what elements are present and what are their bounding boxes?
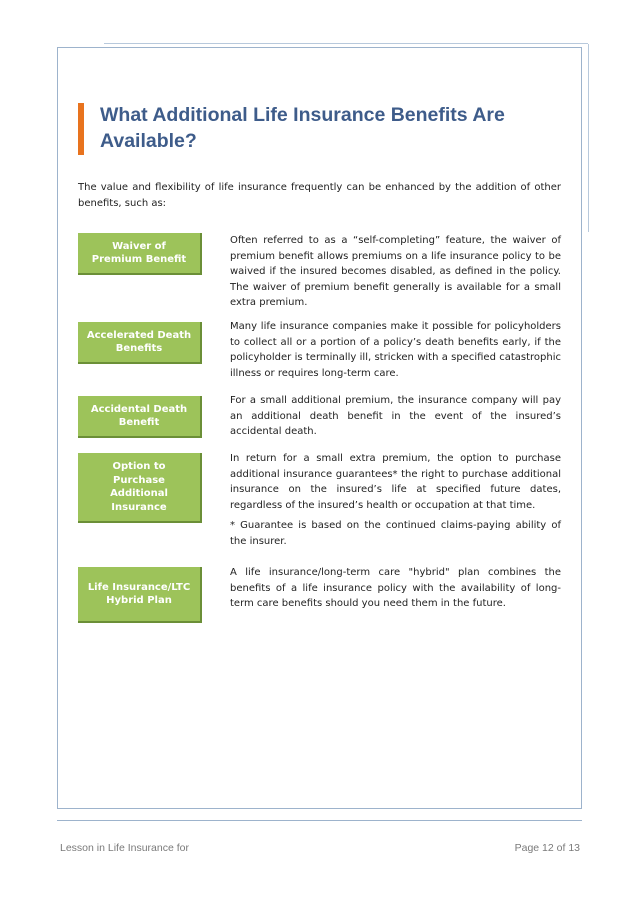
- benefit-description-waiver-of-premium: Often referred to as a “self-completing” feature, the waiver of premium benefit allows premiums on a life insurance policy to be waived if the insured becomes disabled, as defined in the policy. The waiver of premium benefit generally is available for a small extra premium.: [230, 235, 561, 309]
- benefit-button-accidental-death[interactable]: [78, 396, 202, 438]
- benefit-description-ltc-hybrid: A life insurance/long-term care "hybrid" plan combines the benefits of a life insurance policy with the availability of long-term care benefits should you need them in the future.: [230, 567, 561, 610]
- benefit-button-label: Accelerated Death Benefits: [86, 329, 192, 354]
- intro-text: The value and flexibility of life insurance frequently can be enhanced by the addition of other benefits, such as:: [78, 182, 561, 209]
- benefit-button-ltc-hybrid[interactable]: [78, 567, 202, 623]
- footer-page-number: Page 12 of 13: [514, 842, 580, 854]
- footer-rule: [57, 820, 582, 821]
- benefit-button-label: Accidental Death Benefit: [90, 403, 188, 428]
- benefit-description-accelerated-death: Many life insurance companies make it possible for policyholders to collect all or a portion of a policy’s death benefits early, if the policyholder is terminally ill, stricken with a specified catastrophic illness or requires long-term care.: [230, 321, 561, 379]
- page-title: What Additional Life Insurance Benefits Are Available?: [100, 104, 505, 152]
- title-accent-bar: [78, 103, 84, 155]
- benefit-button-waiver-of-premium[interactable]: [78, 233, 202, 275]
- benefit-button-option-to-purchase[interactable]: [78, 453, 202, 523]
- benefit-footnote-guarantee: * Guarantee is based on the continued claims-paying ability of the insurer.: [230, 520, 561, 547]
- footer-lesson-title: Lesson in Life Insurance for: [60, 842, 189, 854]
- benefit-description-option-to-purchase: In return for a small extra premium, the option to purchase additional insurance guarantees* the right to purchase additional insurance on the insured’s life at specified future dates, regardless of the insured’s health or occupation at that time.: [230, 453, 561, 511]
- benefit-button-accelerated-death[interactable]: [78, 322, 202, 364]
- benefit-button-label: Option to Purchase Additional Insurance: [110, 461, 168, 513]
- benefit-description-accidental-death: For a small additional premium, the insurance company will pay an additional death benefit in the event of the insured’s accidental death.: [230, 395, 561, 438]
- right-rule: [588, 44, 589, 232]
- benefit-button-label: Life Insurance/LTC Hybrid Plan: [87, 581, 191, 606]
- benefit-button-label: Waiver of Premium Benefit: [91, 240, 187, 265]
- top-rule: [104, 43, 588, 44]
